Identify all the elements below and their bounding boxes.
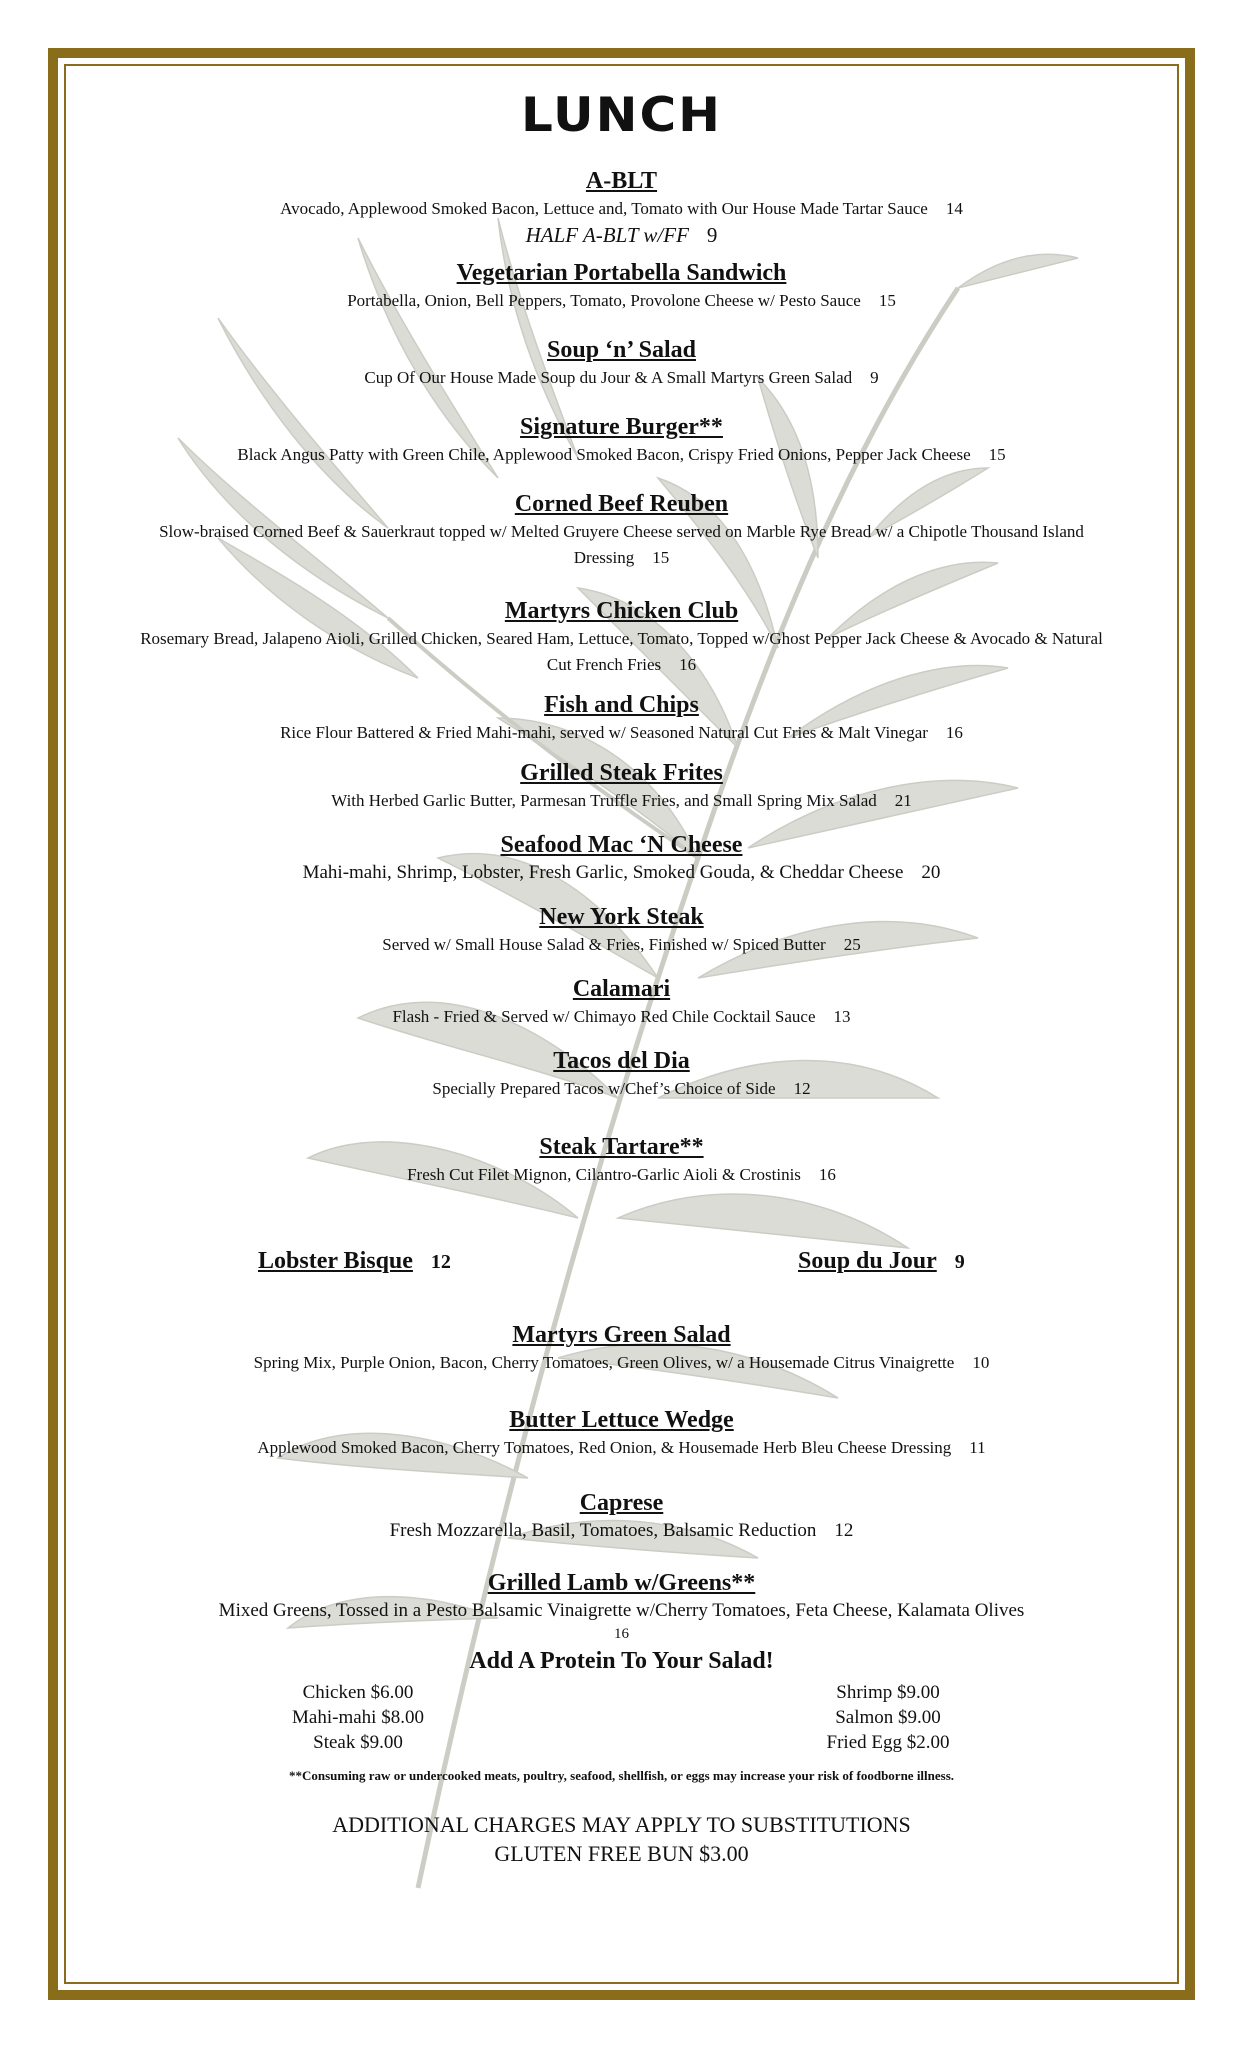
foodborne-warning: **Consuming raw or undercooked meats, poultry, seafood, shellfish, or eggs may increase your risk of foodborne illness. — [288, 1768, 955, 1783]
menu-item-caprese — [58, 1488, 1185, 1544]
menu-item-soup-salad — [58, 335, 1185, 391]
item-name: Martyrs Chicken Club — [504, 598, 739, 624]
protein-option: Mahi-mahi $8.00 — [292, 1707, 424, 1728]
item-price: 9 — [870, 368, 879, 387]
menu-content — [58, 58, 1185, 1990]
protein-option: Fried Egg $2.00 — [826, 1732, 950, 1753]
menu-item-steak-frites — [58, 758, 1185, 814]
item-name: Corned Beef Reuben — [514, 491, 729, 517]
item-description: Spring Mix, Purple Onion, Bacon, Cherry Tomatoes, Green Olives, w/ a Housemade Citrus Vinaigrette 10 — [253, 1353, 990, 1372]
menu-item-burger — [58, 412, 1185, 468]
item-description: Applewood Smoked Bacon, Cherry Tomatoes, Red Onion, & Housemade Herb Bleu Cheese Dressing 11 — [257, 1438, 986, 1457]
item-description: Mixed Greens, Tossed in a Pesto Balsamic Vinaigrette w/Cherry Tomatoes, Feta Cheese, Kalamata Olives — [218, 1600, 1025, 1621]
menu-item-fish-chips — [58, 690, 1185, 746]
item-name: Tacos del Dia — [553, 1048, 690, 1074]
item-price: 16 — [679, 655, 697, 674]
item-description: Served w/ Small House Salad & Fries, Finished w/ Spiced Butter 25 — [382, 935, 861, 954]
menu-item-tacos — [58, 1046, 1185, 1102]
item-name: Soup ‘n’ Salad — [547, 337, 696, 363]
half-price: 9 — [706, 223, 718, 247]
item-description: Black Angus Patty with Green Chile, Applewood Smoked Bacon, Crispy Fried Onions, Pepper Jack Cheese 15 — [237, 445, 1006, 464]
protein-list-right — [798, 1680, 978, 1755]
item-price: 25 — [843, 935, 861, 954]
item-description: Rosemary Bread, Jalapeno Aioli, Grilled Chicken, Seared Ham, Lettuce, Tomato, Topped w/Ghost Pepper Jack Cheese & Avocado & Natural Cut French Fries 16 — [140, 629, 1103, 674]
protein-heading: Add A Protein To Your Salad! — [469, 1648, 774, 1674]
protein-list-left — [268, 1680, 448, 1755]
protein-option: Shrimp $9.00 — [836, 1682, 940, 1703]
item-name: A-BLT — [585, 168, 658, 194]
item-name: Grilled Lamb w/Greens** — [487, 1570, 756, 1596]
item-description: Specially Prepared Tacos w/Chef’s Choice of Side 12 — [432, 1079, 811, 1098]
item-price: 12 — [793, 1079, 811, 1098]
menu-item-calamari — [58, 974, 1185, 1030]
item-description: Fresh Mozzarella, Basil, Tomatoes, Balsamic Reduction 12 — [389, 1520, 854, 1541]
item-description: Rice Flour Battered & Fried Mahi-mahi, served w/ Seasoned Natural Cut Fries & Malt Vinegar 16 — [280, 723, 963, 742]
item-price: 21 — [894, 791, 912, 810]
protein-option: Chicken $6.00 — [302, 1682, 414, 1703]
footer-notes — [58, 1810, 1185, 1868]
item-name: Signature Burger** — [520, 414, 723, 440]
item-name: Butter Lettuce Wedge — [509, 1407, 734, 1433]
menu-item-mac-cheese — [58, 830, 1185, 886]
menu-item-reuben — [58, 489, 1185, 571]
item-price: 15 — [652, 548, 670, 567]
menu-item-tartare — [58, 1132, 1185, 1188]
item-description: Slow-braised Corned Beef & Sauerkraut topped w/ Melted Gruyere Cheese served on Marble Rye Bread w/ a Chipotle Thousand Island Dressing 15 — [159, 522, 1084, 567]
item-price: 16 — [818, 1165, 836, 1184]
item-name: Calamari — [572, 976, 671, 1002]
menu-frame — [48, 48, 1195, 2000]
item-name: Seafood Mac ‘N Cheese — [500, 832, 743, 858]
menu-item-wedge — [58, 1405, 1185, 1461]
substitution-note: ADDITIONAL CHARGES MAY APPLY TO SUBSTITUTIONS — [332, 1812, 911, 1837]
menu-item-chicken-club — [58, 596, 1185, 678]
item-name: Fish and Chips — [544, 692, 699, 718]
soup-du-jour: Soup du Jour 9 — [798, 1248, 965, 1274]
soup-price: 12 — [430, 1251, 451, 1273]
item-name: Vegetarian Portabella Sandwich — [456, 260, 787, 286]
item-description: With Herbed Garlic Butter, Parmesan Truffle Fries, and Small Spring Mix Salad 21 — [331, 791, 912, 810]
item-description: Avocado, Applewood Smoked Bacon, Lettuce and, Tomato with Our House Made Tartar Sauce 14 — [280, 199, 963, 218]
item-price: 20 — [921, 862, 941, 883]
item-name: Martyrs Green Salad — [512, 1322, 731, 1348]
item-description: Cup Of Our House Made Soup du Jour & A Small Martyrs Green Salad 9 — [364, 368, 879, 387]
soups-row — [58, 1248, 1185, 1282]
menu-item-lamb — [58, 1568, 1185, 1644]
item-price: 15 — [878, 291, 896, 310]
item-price: 14 — [945, 199, 963, 218]
gluten-free-note: GLUTEN FREE BUN $3.00 — [494, 1841, 749, 1866]
page-title: LUNCH — [520, 87, 723, 143]
item-price: 13 — [833, 1007, 851, 1026]
item-price: 12 — [834, 1520, 854, 1541]
protein-option: Salmon $9.00 — [835, 1707, 941, 1728]
item-price: 16 — [945, 723, 963, 742]
menu-item-ny-steak — [58, 902, 1185, 958]
soup-price: 9 — [954, 1251, 965, 1273]
item-description: Flash - Fried & Served w/ Chimayo Red Chile Cocktail Sauce 13 — [392, 1007, 851, 1026]
item-name: Grilled Steak Frites — [520, 760, 723, 786]
menu-item-green-salad — [58, 1320, 1185, 1376]
protein-option: Steak $9.00 — [313, 1732, 403, 1753]
item-description: Fresh Cut Filet Mignon, Cilantro-Garlic Aioli & Crostinis 16 — [407, 1165, 836, 1184]
item-name: Caprese — [579, 1490, 664, 1516]
item-price: 11 — [969, 1438, 986, 1457]
item-description: Mahi-mahi, Shrimp, Lobster, Fresh Garlic, Smoked Gouda, & Cheddar Cheese 20 — [302, 862, 941, 883]
half-portion: HALF A-BLT w/FF 9 — [525, 223, 718, 247]
item-name: New York Steak — [539, 904, 704, 930]
menu-item-portabella — [58, 258, 1185, 314]
item-description: Portabella, Onion, Bell Peppers, Tomato, Provolone Cheese w/ Pesto Sauce 15 — [347, 291, 896, 310]
soup-lobster-bisque: Lobster Bisque 12 — [258, 1248, 451, 1274]
item-price: 15 — [988, 445, 1006, 464]
item-price: 16 — [614, 1626, 629, 1642]
item-name: Steak Tartare** — [539, 1134, 704, 1160]
menu-item-a-blt — [58, 166, 1185, 248]
item-price: 10 — [972, 1353, 990, 1372]
